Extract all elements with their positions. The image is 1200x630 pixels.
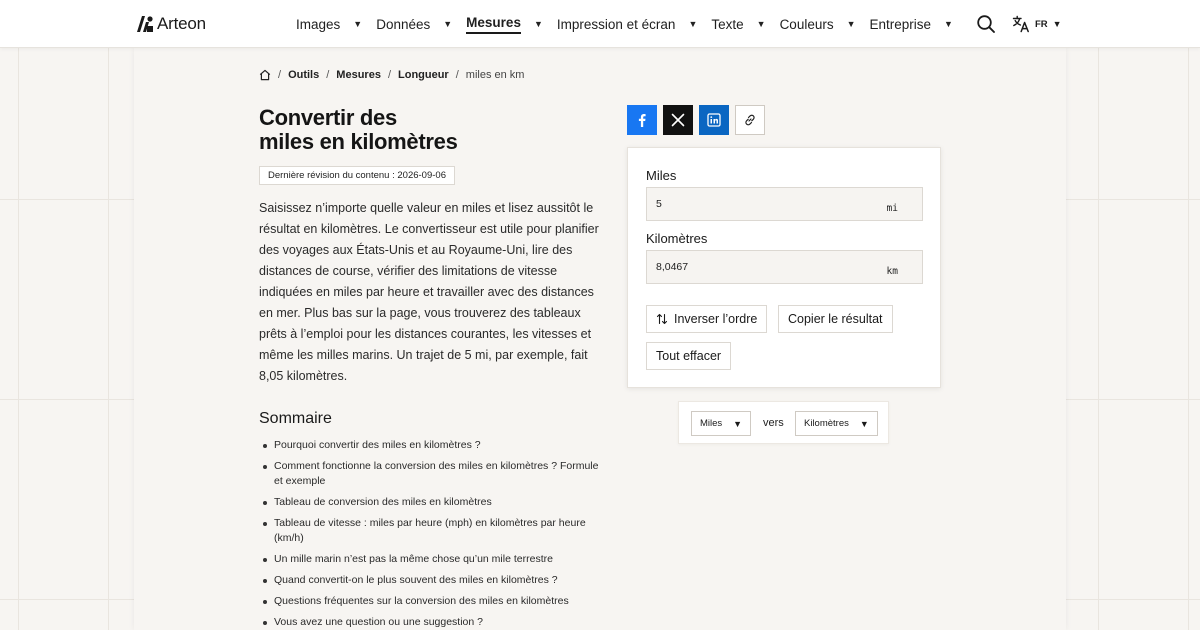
share-facebook-button[interactable] — [627, 105, 657, 135]
header-actions — [976, 12, 1062, 36]
copy-result-button[interactable] — [778, 305, 893, 333]
brand-name: Arteon — [157, 14, 206, 33]
toc-item[interactable]: Un mille marin n’est pas la même chose qu’un mile terrestre — [259, 552, 599, 567]
toc-title: Sommaire — [259, 410, 332, 427]
nav-texte[interactable] — [711, 0, 765, 48]
translate-icon — [1012, 15, 1030, 33]
chevron-down-icon: ▼ — [1052, 19, 1062, 29]
chevron-down-icon: ▼ — [533, 19, 543, 29]
chevron-down-icon: ▼ — [353, 19, 363, 29]
site-header — [0, 0, 1200, 48]
toc-item[interactable]: Pourquoi convertir des miles en kilomètres ? — [259, 438, 599, 453]
share-x-button[interactable] — [663, 105, 693, 135]
nav-donnees[interactable] — [376, 0, 452, 48]
chevron-down-icon: ▼ — [846, 19, 856, 29]
breadcrumb-separator: / — [278, 69, 282, 81]
swap-button[interactable] — [646, 305, 767, 333]
linkedin-icon — [707, 113, 721, 127]
breadcrumb-separator: / — [326, 69, 330, 81]
from-unit-select[interactable] — [691, 411, 751, 436]
language-switcher[interactable] — [1012, 15, 1062, 33]
nav-label: Mesures — [466, 15, 521, 34]
revision-badge: Dernière révision du contenu : 2026-09-06 — [259, 166, 455, 185]
kilometres-input[interactable] — [656, 251, 856, 283]
page-title-line-1: Convertir des — [259, 105, 397, 130]
breadcrumb-separator: / — [455, 69, 459, 81]
nav-label: Texte — [711, 16, 744, 32]
nav-label: Données — [376, 16, 431, 32]
home-icon[interactable] — [259, 69, 271, 81]
chevron-down-icon: ▼ — [756, 19, 766, 29]
table-of-contents — [259, 438, 599, 630]
language-code: FR — [1035, 18, 1048, 30]
toc-item[interactable]: Tableau de vitesse : miles par heure (mph) en kilomètres par heure (km/h) — [259, 516, 599, 546]
clear-all-button[interactable] — [646, 342, 731, 370]
toc-item[interactable]: Vous avez une question ou une suggestion ? — [259, 615, 599, 630]
nav-label: Couleurs — [779, 16, 834, 32]
nav-images[interactable] — [296, 0, 362, 48]
breadcrumb-current: miles en km — [465, 69, 525, 81]
breadcrumb — [259, 69, 524, 81]
search-icon[interactable] — [976, 14, 996, 34]
copy-result-label: Copier le résultat — [788, 312, 883, 326]
nav-mesures[interactable] — [466, 0, 543, 48]
to-unit-select[interactable] — [795, 411, 878, 436]
copy-link-button[interactable] — [735, 105, 765, 135]
nav-entreprise[interactable] — [870, 0, 953, 48]
chevron-down-icon: ▼ — [733, 418, 743, 429]
nav-label: Impression et écran — [556, 16, 676, 32]
from-unit-value: Miles — [700, 418, 723, 429]
main-nav — [296, 0, 953, 48]
nav-label: Entreprise — [869, 16, 932, 32]
miles-label: Miles — [646, 168, 677, 183]
breadcrumb-outils[interactable]: Outils — [288, 69, 320, 81]
kilometres-field[interactable] — [646, 250, 923, 284]
facebook-icon — [635, 113, 649, 127]
converter-card — [627, 147, 941, 388]
miles-unit: mi — [886, 203, 898, 214]
swap-arrows-icon — [656, 313, 668, 325]
share-linkedin-button[interactable] — [699, 105, 729, 135]
swap-button-label: Inverser l’ordre — [674, 312, 758, 326]
clear-all-label: Tout effacer — [656, 349, 722, 363]
miles-field[interactable] — [646, 187, 923, 221]
breadcrumb-separator: / — [387, 69, 391, 81]
toc-item[interactable]: Tableau de conversion des miles en kilomètres — [259, 495, 599, 510]
toc-item[interactable]: Quand convertit-on le plus souvent des miles en kilomètres ? — [259, 573, 599, 588]
unit-selector-box — [678, 401, 889, 444]
nav-impression[interactable] — [557, 0, 697, 48]
page-title — [259, 106, 589, 154]
intro-paragraph: Saisissez n’importe quelle valeur en miles et lisez aussitôt le résultat en kilomètres. Le convertisseur est utile pour planifier des voyages aux États-Unis et au Royaume-Uni, lire des distances de course, vérifier des limitations de vitesse indiquées en miles par heure et travailler avec des distances en mer. Plus bas sur la page, vous trouverez des tableaux prêts à l’emploi pour les distances courantes, les vitesses et même les milles marins. Un trajet de 5 mi, par exemple, fait 8,05 kilomètres. — [259, 201, 599, 383]
brand-logo[interactable] — [137, 14, 206, 34]
chevron-down-icon: ▼ — [688, 19, 698, 29]
chevron-down-icon: ▼ — [443, 19, 453, 29]
kilometres-unit: km — [886, 266, 898, 277]
arteon-logo-icon — [137, 16, 153, 32]
nav-label: Images — [296, 16, 341, 32]
page-title-line-2: miles en kilomètres — [259, 129, 458, 154]
chevron-down-icon: ▼ — [859, 418, 869, 429]
chevron-down-icon: ▼ — [944, 19, 953, 29]
breadcrumb-mesures[interactable]: Mesures — [336, 69, 381, 81]
to-unit-value: Kilomètres — [804, 418, 849, 429]
nav-couleurs[interactable] — [780, 0, 856, 48]
link-icon — [743, 113, 757, 127]
toc-item[interactable]: Comment fonctionne la conversion des miles en kilomètres ? Formule et exemple — [259, 459, 599, 489]
toc-item[interactable]: Questions fréquentes sur la conversion des miles en kilomètres — [259, 594, 599, 609]
share-buttons — [627, 105, 765, 135]
breadcrumb-longueur[interactable]: Longueur — [398, 69, 449, 81]
kilometres-label: Kilomètres — [646, 231, 708, 246]
x-logo-icon — [671, 113, 685, 127]
miles-input[interactable] — [656, 188, 856, 220]
unit-connector: vers — [763, 417, 784, 429]
